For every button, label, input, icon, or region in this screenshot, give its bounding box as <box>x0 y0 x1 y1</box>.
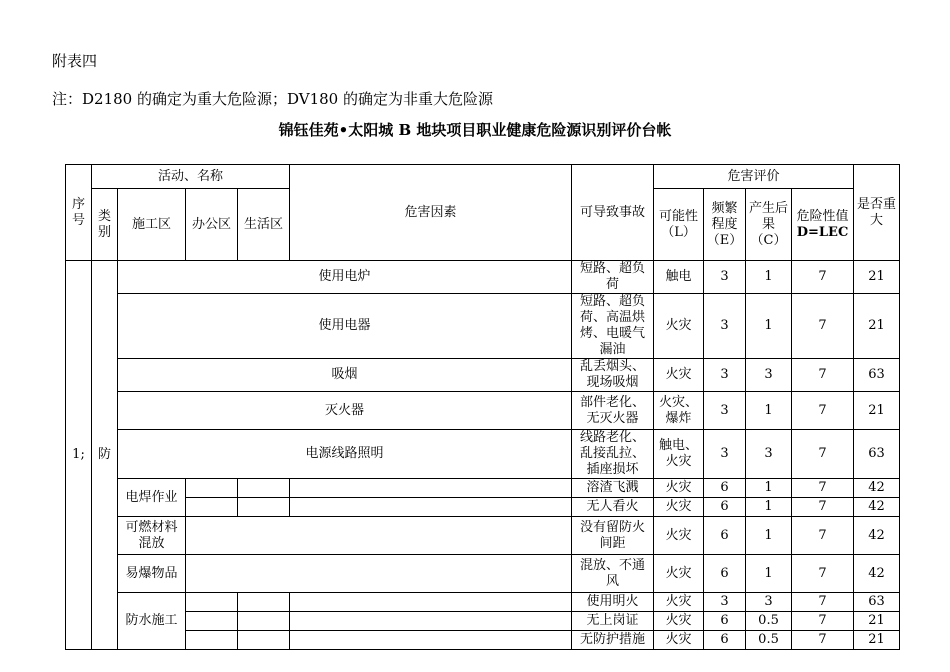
frequency-cell: 1 <box>746 498 792 517</box>
likelihood-cell: 3 <box>704 593 746 612</box>
accident-cell: 火灾 <box>654 593 704 612</box>
note-text: 注：D2180 的确定为重大危险源；DV180 的确定为非重大危险源 <box>52 90 493 108</box>
consequence-cell: 7 <box>792 498 854 517</box>
risk-cell: 42 <box>854 517 900 555</box>
office-cell <box>186 555 572 593</box>
extra-cell <box>290 593 572 612</box>
extra-cell <box>290 612 572 631</box>
consequence-cell: 7 <box>792 593 854 612</box>
office-cell <box>186 612 238 631</box>
table-row <box>66 294 900 359</box>
header-likelihood: 可能性（L） <box>654 189 704 261</box>
office-cell <box>186 631 238 650</box>
risk-cell: 21 <box>854 392 900 430</box>
consequence-cell: 7 <box>792 479 854 498</box>
document-title: 锦钰佳苑•太阳城 B 地块项目职业健康危险源识别评价台帐 <box>278 121 672 139</box>
likelihood-cell: 3 <box>704 392 746 430</box>
accident-cell: 火灾、爆炸 <box>654 392 704 430</box>
activity-cell: 灭火器 <box>118 392 572 430</box>
consequence-cell: 7 <box>792 430 854 479</box>
living-cell <box>238 479 290 498</box>
accident-cell: 火灾 <box>654 294 704 359</box>
table-row <box>66 392 900 430</box>
living-cell <box>238 593 290 612</box>
header-major: 是否重大 <box>854 165 900 261</box>
living-cell <box>238 612 290 631</box>
header-row-1 <box>66 165 900 189</box>
risk-cell: 63 <box>854 593 900 612</box>
hazard-cell: 线路老化、乱接乱拉、插座损坏 <box>572 430 654 479</box>
activity-cell: 防水施工 <box>118 593 186 650</box>
hazard-cell: 乱丢烟头、现场吸烟 <box>572 359 654 392</box>
risk-cell: 21 <box>854 294 900 359</box>
activity-cell: 使用电器 <box>118 294 572 359</box>
header-activity: 活动、名称 <box>92 165 290 189</box>
header-risk-formula: D=LEC <box>796 224 849 240</box>
header-evaluation: 危害评价 <box>654 165 854 189</box>
table-row <box>66 430 900 479</box>
hazard-cell: 短路、超负荷、高温烘烤、电暖气漏油 <box>572 294 654 359</box>
accident-cell: 火灾 <box>654 517 704 555</box>
header-frequency: 频繁程度（E） <box>704 189 746 261</box>
hazard-cell: 混放、不通风 <box>572 555 654 593</box>
accident-cell: 火灾 <box>654 498 704 517</box>
table-row <box>66 517 900 555</box>
extra-cell <box>290 631 572 650</box>
activity-cell: 吸烟 <box>118 359 572 392</box>
hazard-cell: 溶渣飞溅 <box>572 479 654 498</box>
frequency-cell: 3 <box>746 593 792 612</box>
table-row <box>66 498 900 517</box>
office-cell <box>186 498 238 517</box>
header-construction: 施工区 <box>118 189 186 261</box>
table-row <box>66 261 900 294</box>
accident-cell: 火灾 <box>654 612 704 631</box>
likelihood-cell: 3 <box>704 430 746 479</box>
office-cell <box>186 517 572 555</box>
accident-cell: 火灾 <box>654 555 704 593</box>
activity-cell: 可燃材料混放 <box>118 517 186 555</box>
table-row <box>66 631 900 650</box>
header-living: 生活区 <box>238 189 290 261</box>
living-cell <box>238 498 290 517</box>
risk-cell: 42 <box>854 555 900 593</box>
likelihood-cell: 6 <box>704 498 746 517</box>
group-seq: 1; <box>66 261 92 650</box>
risk-cell: 63 <box>854 359 900 392</box>
header-category: 类别 <box>92 189 118 261</box>
office-cell <box>186 479 238 498</box>
header-accident: 可导致事故 <box>572 165 654 261</box>
hazard-cell: 无防护措施 <box>572 631 654 650</box>
accident-cell: 触电 <box>654 261 704 294</box>
likelihood-cell: 3 <box>704 294 746 359</box>
activity-cell: 电源线路照明 <box>118 430 572 479</box>
consequence-cell: 7 <box>792 631 854 650</box>
hazard-cell: 没有留防火间距 <box>572 517 654 555</box>
frequency-cell: 1 <box>746 392 792 430</box>
consequence-cell: 7 <box>792 392 854 430</box>
accident-cell: 火灾 <box>654 479 704 498</box>
consequence-cell: 7 <box>792 517 854 555</box>
risk-cell: 42 <box>854 498 900 517</box>
header-hazard: 危害因素 <box>290 165 572 261</box>
group-category: 防 <box>92 261 118 650</box>
hazard-table <box>65 164 900 650</box>
table-row <box>66 359 900 392</box>
office-cell <box>186 593 238 612</box>
appendix-label: 附表四 <box>52 52 98 70</box>
frequency-cell: 1 <box>746 479 792 498</box>
likelihood-cell: 6 <box>704 479 746 498</box>
likelihood-cell: 6 <box>704 555 746 593</box>
frequency-cell: 1 <box>746 294 792 359</box>
header-consequence: 产生后果（C） <box>746 189 792 261</box>
consequence-cell: 7 <box>792 359 854 392</box>
frequency-cell: 1 <box>746 517 792 555</box>
consequence-cell: 7 <box>792 294 854 359</box>
hazard-cell: 短路、超负荷 <box>572 261 654 294</box>
frequency-cell: 3 <box>746 359 792 392</box>
frequency-cell: 1 <box>746 555 792 593</box>
hazard-cell: 无人看火 <box>572 498 654 517</box>
table-row <box>66 555 900 593</box>
table-row <box>66 593 900 612</box>
likelihood-cell: 6 <box>704 631 746 650</box>
living-cell <box>238 631 290 650</box>
header-risk <box>792 189 854 261</box>
hazard-cell: 使用明火 <box>572 593 654 612</box>
activity-cell: 使用电炉 <box>118 261 572 294</box>
accident-cell: 触电、火灾 <box>654 430 704 479</box>
accident-cell: 火灾 <box>654 631 704 650</box>
likelihood-cell: 6 <box>704 517 746 555</box>
likelihood-cell: 3 <box>704 261 746 294</box>
activity-cell: 易爆物品 <box>118 555 186 593</box>
frequency-cell: 3 <box>746 430 792 479</box>
risk-cell: 21 <box>854 261 900 294</box>
consequence-cell: 7 <box>792 555 854 593</box>
risk-cell: 42 <box>854 479 900 498</box>
extra-cell <box>290 498 572 517</box>
hazard-cell: 部件老化、无灭火器 <box>572 392 654 430</box>
accident-cell: 火灾 <box>654 359 704 392</box>
consequence-cell: 7 <box>792 612 854 631</box>
activity-cell: 电焊作业 <box>118 479 186 517</box>
header-risk-label: 危险性值 <box>796 208 849 224</box>
table-row <box>66 612 900 631</box>
consequence-cell: 7 <box>792 261 854 294</box>
table-row <box>66 479 900 498</box>
header-seq: 序号 <box>66 165 92 261</box>
likelihood-cell: 6 <box>704 612 746 631</box>
risk-cell: 21 <box>854 631 900 650</box>
risk-cell: 21 <box>854 612 900 631</box>
hazard-cell: 无上岗证 <box>572 612 654 631</box>
frequency-cell: 0.5 <box>746 612 792 631</box>
risk-cell: 63 <box>854 430 900 479</box>
header-office: 办公区 <box>186 189 238 261</box>
extra-cell <box>290 479 572 498</box>
likelihood-cell: 3 <box>704 359 746 392</box>
frequency-cell: 1 <box>746 261 792 294</box>
frequency-cell: 0.5 <box>746 631 792 650</box>
